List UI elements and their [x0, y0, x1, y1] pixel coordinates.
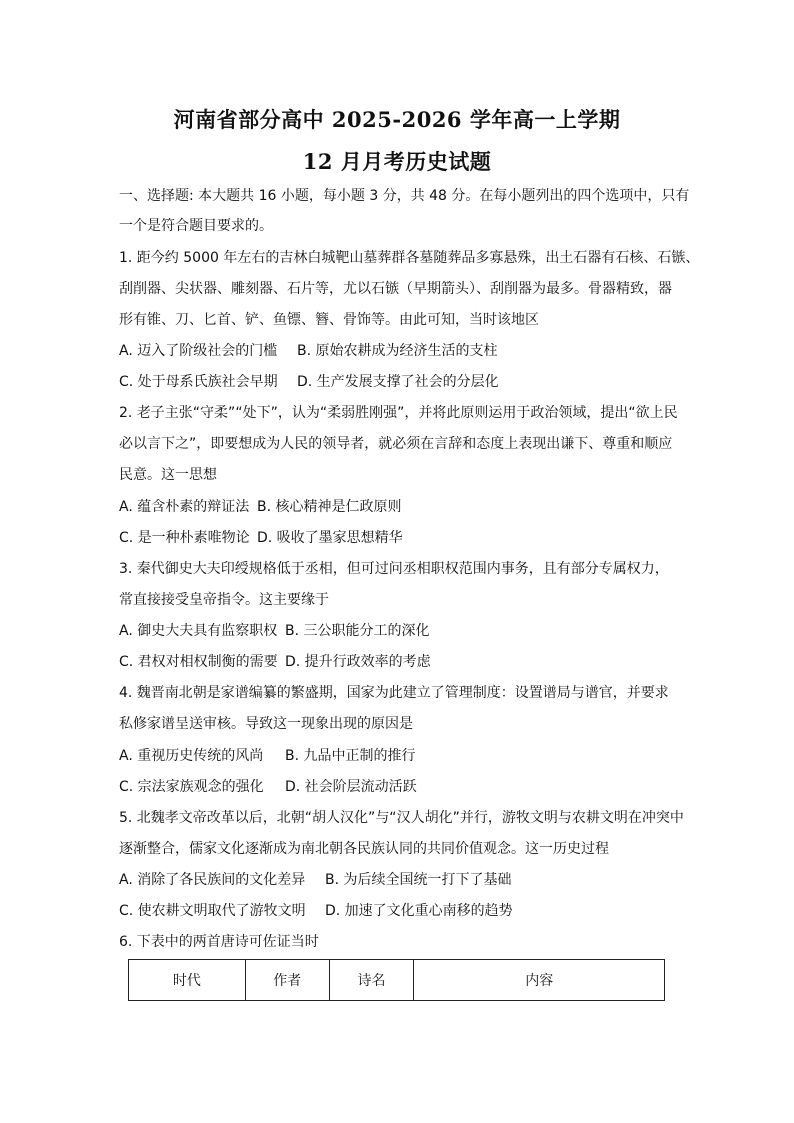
section-heading: 一、选择题: 本大题共 16 小题，每小题 3 分，共 48 分。在每小题列出的四个选项中，只有 — [119, 188, 690, 204]
table-header-poem-title: 诗名 — [329, 960, 414, 1001]
question-4-option-c: C. 宗法家族观念的强化 — [119, 779, 264, 795]
table-header-era: 时代 — [129, 960, 246, 1001]
question-4-stem: 4. 魏晋南北朝是家谱编纂的繁盛期，国家为此建立了管理制度：设置谱局与谱官，并要求 — [119, 685, 669, 701]
question-2-options-row — [119, 497, 679, 517]
question-2-stem: 民意。这一思想 — [119, 467, 217, 483]
question-4-option-a: A. 重视历史传统的风尚 — [119, 748, 264, 764]
question-1-stem: 1. 距今约 5000 年左右的吉林白城靶山墓葬群各墓随葬品多寡悬殊，出土石器有石核、石镞、 — [119, 250, 700, 266]
question-5-option-b: B. 为后续全国统一打下了基础 — [325, 872, 512, 888]
question-3-option-a: A. 御史大夫具有监察职权 — [119, 623, 278, 639]
question-1-option-a: A. 迈入了阶级社会的门槛 — [119, 343, 278, 359]
question-1-options-row — [119, 341, 679, 361]
question-3-stem: 3. 秦代御史大夫印绶规格低于丞相，但可过问丞相职权范围内事务，且有部分专属权力， — [119, 561, 669, 577]
question-3-options-row — [119, 652, 679, 672]
exam-title-line2: 12 月月考历史试题 — [302, 149, 492, 174]
question-4-options-row — [119, 746, 679, 766]
table-header-row — [129, 960, 665, 1001]
question-3-option-c: C. 君权对相权制衡的需要 — [119, 654, 278, 670]
question-2-option-b: B. 核心精神是仁政原则 — [257, 499, 402, 515]
question-1-stem: 形有锥、刀、匕首、铲、鱼镖、簪、骨饰等。由此可知，当时该地区 — [119, 312, 539, 328]
question-5-option-d: D. 加速了文化重心南移的趋势 — [325, 903, 513, 919]
question-3-stem: 常直接接受皇帝指令。这主要缘于 — [119, 592, 329, 608]
question-6-stem: 6. 下表中的两首唐诗可佐证当时 — [119, 934, 319, 950]
question-1-option-d: D. 生产发展支撑了社会的分层化 — [297, 374, 499, 390]
question-4-option-b: B. 九品中正制的推行 — [285, 748, 416, 764]
question-5-option-c: C. 使农耕文明取代了游牧文明 — [119, 903, 306, 919]
question-5-stem: 5. 北魏孝文帝改革以后，北朝“胡人汉化”与“汉人胡化”并行，游牧文明与农耕文明在冲突中 — [119, 810, 684, 826]
question-1-options-row — [119, 372, 679, 392]
poem-table — [128, 959, 665, 1001]
table-header-author: 作者 — [245, 960, 329, 1001]
question-3-option-d: D. 提升行政效率的考虑 — [285, 654, 431, 670]
question-1-stem: 刮削器、尖状器、雕刻器、石片等，尤以石镞（早期箭头）、刮削器为最多。骨器精致，器 — [119, 281, 672, 297]
question-2-stem: 必以言下之”，即要想成为人民的领导者，就必须在言辞和态度上表现出谦下、尊重和顺应 — [119, 436, 673, 452]
question-2-option-a: A. 蕴含朴素的辩证法 — [119, 499, 250, 515]
table-header-content: 内容 — [414, 960, 665, 1001]
question-4-option-d: D. 社会阶层流动活跃 — [285, 779, 417, 795]
question-5-options-row — [119, 870, 679, 890]
question-3-options-row — [119, 621, 679, 641]
question-4-stem: 私修家谱呈送审核。导致这一现象出现的原因是 — [119, 716, 413, 732]
exam-title-line1: 河南省部分高中 2025-2026 学年高一上学期 — [173, 107, 621, 132]
question-1-option-b: B. 原始农耕成为经济生活的支柱 — [297, 343, 498, 359]
question-4-options-row — [119, 777, 679, 797]
question-5-option-a: A. 消除了各民族间的文化差异 — [119, 872, 306, 888]
question-5-options-row — [119, 901, 679, 921]
section-heading-cont: 一个是符合题目要求的。 — [119, 218, 273, 234]
question-2-stem: 2. 老子主张“守柔”“处下”，认为“柔弱胜刚强”，并将此原则运用于政治领域，提出“欲上民 — [119, 405, 678, 421]
question-1-option-c: C. 处于母系氏族社会早期 — [119, 374, 278, 390]
question-3-option-b: B. 三公职能分工的深化 — [285, 623, 430, 639]
question-2-option-d: D. 吸收了墨家思想精华 — [257, 530, 403, 546]
question-2-option-c: C. 是一种朴素唯物论 — [119, 530, 250, 546]
question-2-options-row — [119, 528, 679, 548]
question-5-stem: 逐渐整合，儒家文化逐渐成为南北朝各民族认同的共同价值观念。这一历史过程 — [119, 841, 609, 857]
